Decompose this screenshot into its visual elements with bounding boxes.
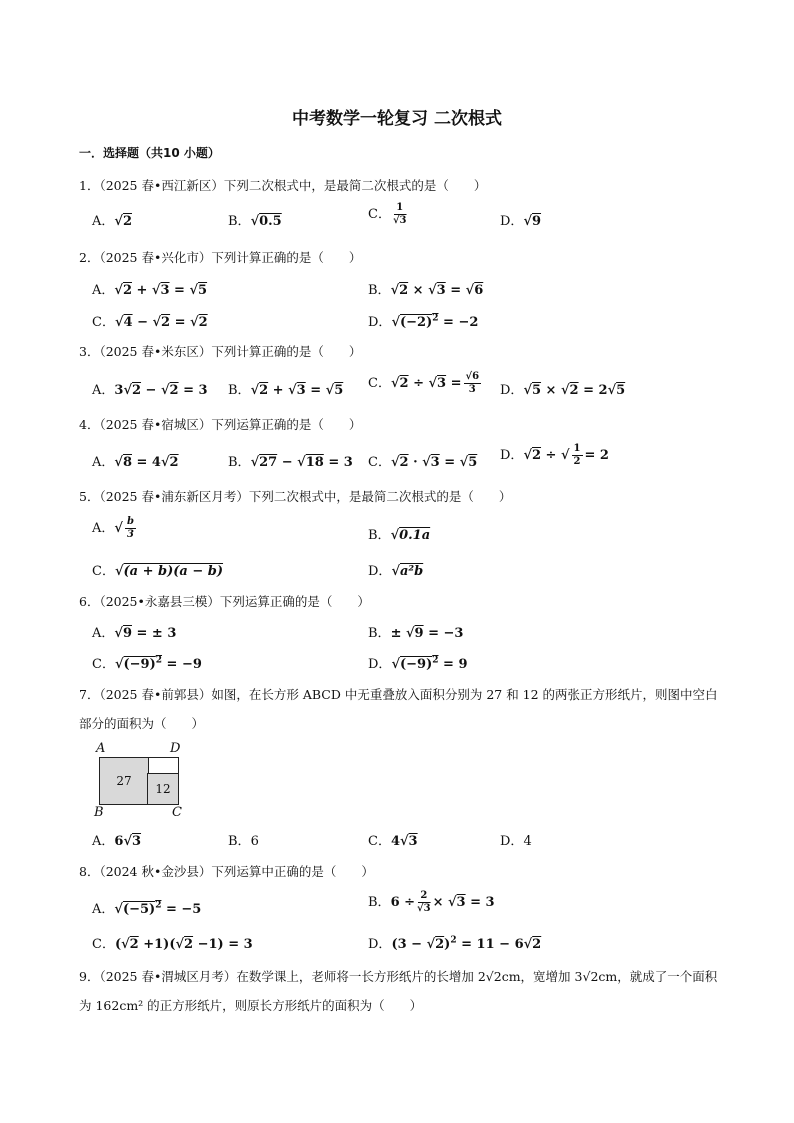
q2-option-b: B．√2 × √3 = √6 — [368, 283, 484, 298]
question-2-stem: 2．（2025 春•兴化市）下列计算正确的是（ ） — [79, 250, 362, 265]
question-6-stem: 6．（2025•永嘉县三模）下列运算正确的是（ ） — [79, 594, 370, 609]
q6-option-a: A．√9 = ± 3 — [92, 626, 177, 641]
question-5-stem: 5．（2025 春•浦东新区月考）下列二次根式中，是最简二次根式的是（ ） — [79, 489, 512, 504]
q8-option-a: A．$√(-5)^2 = -5$ — [92, 900, 202, 917]
vertex-c-label: C — [172, 805, 182, 820]
square-27: 27 — [99, 757, 149, 805]
q1-option-c: C． $\frac{1}{√3}$ — [368, 202, 407, 226]
question-4-stem: 4．（2025 春•宿城区）下列运算正确的是（ ） — [79, 417, 362, 432]
q4-option-a: A．√8 = 4√2 — [92, 455, 179, 470]
section-heading: 一．选择题（共10 小题） — [79, 146, 220, 160]
q7-option-a: A．6√3 — [92, 834, 142, 849]
square-12: 12 — [147, 773, 179, 805]
q1-option-d: D．√9 — [500, 214, 542, 229]
question-1-stem: 1．（2025 春•西江新区）下列二次根式中，是最简二次根式的是（ ） — [79, 178, 487, 193]
question-7-stem: 7．（2025 春•前郭县）如图，在长方形 ABCD 中无重叠放入面积分别为 27 和 12 的两张正方形纸片，则图中空白部分的面积为（ ） — [79, 687, 718, 731]
q4-option-b: B．√27 − √18 = 3 — [228, 455, 353, 470]
q8-option-d: D．$(3 - √2)^2 = 11 - 6√2$ — [368, 935, 542, 952]
q4-option-d: D．√2 ÷ √ $\frac{1}{2}$ = 2 — [500, 443, 609, 467]
vertex-d-label: D — [170, 741, 181, 756]
vertex-a-label: A — [96, 741, 106, 756]
q3-option-d: D．√5 × √2 = 2√5 — [500, 383, 626, 398]
q5-option-b: B．√0.1a — [368, 528, 431, 543]
question-9-stem: 9．（2025 春•渭城区月考）在数学课上，老师将一长方形纸片的长增加 2√2cm，宽增加 3√2cm，就成了一个面积为 162cm² 的正方形纸片，则原长方形纸片的面积为（ ） — [79, 969, 718, 1013]
q4-option-c: C．√2 · √3 = √5 — [368, 455, 478, 470]
q2-option-d: D．$√(-2)^2 = -2$ — [368, 313, 479, 330]
page-title: 中考数学一轮复习 二次根式 — [292, 109, 502, 129]
q3-option-a: A．3√2 − √2 = 3 — [92, 383, 208, 398]
q2-option-c: C．√4 − √2 = √2 — [92, 315, 208, 330]
question-8-stem: 8．（2024 秋•金沙县）下列运算中正确的是（ ） — [79, 864, 374, 879]
q5-option-a: A．√ $\frac{b}{3}$ — [92, 516, 134, 540]
q5-option-d: D．√a²b — [368, 564, 424, 579]
q7-option-b: B．6 — [228, 834, 259, 849]
q8-option-c: C．(√2 +1)(√2 −1) = 3 — [92, 937, 253, 952]
q7-option-c: C．4√3 — [368, 834, 418, 849]
q6-option-c: C．$√(-9)^2 = -9$ — [92, 655, 202, 672]
q8-option-b: B．6 ÷ $\frac{2}{√3}$ × √3 = 3 — [368, 890, 495, 914]
q5-option-c: C．√(a + b)(a − b) — [92, 564, 224, 579]
q6-option-b: B．± √9 = −3 — [368, 626, 464, 641]
vertex-b-label: B — [94, 805, 104, 820]
q1-option-b: B．√0.5 — [228, 214, 282, 229]
rectangle-figure — [92, 743, 202, 821]
q1-option-a: A．√2 — [92, 214, 132, 229]
question-3-stem: 3．（2025 春•米东区）下列计算正确的是（ ） — [79, 344, 362, 359]
q2-option-a: A．√2 + √3 = √5 — [92, 283, 208, 298]
q7-option-d: D．4 — [500, 834, 532, 849]
q3-option-b: B．√2 + √3 = √5 — [228, 383, 344, 398]
q6-option-d: D．$√(-9)^2 = 9$ — [368, 655, 468, 672]
q3-option-c: C．√2 ÷ √3 = $\frac{√6}{3}$ — [368, 371, 480, 395]
